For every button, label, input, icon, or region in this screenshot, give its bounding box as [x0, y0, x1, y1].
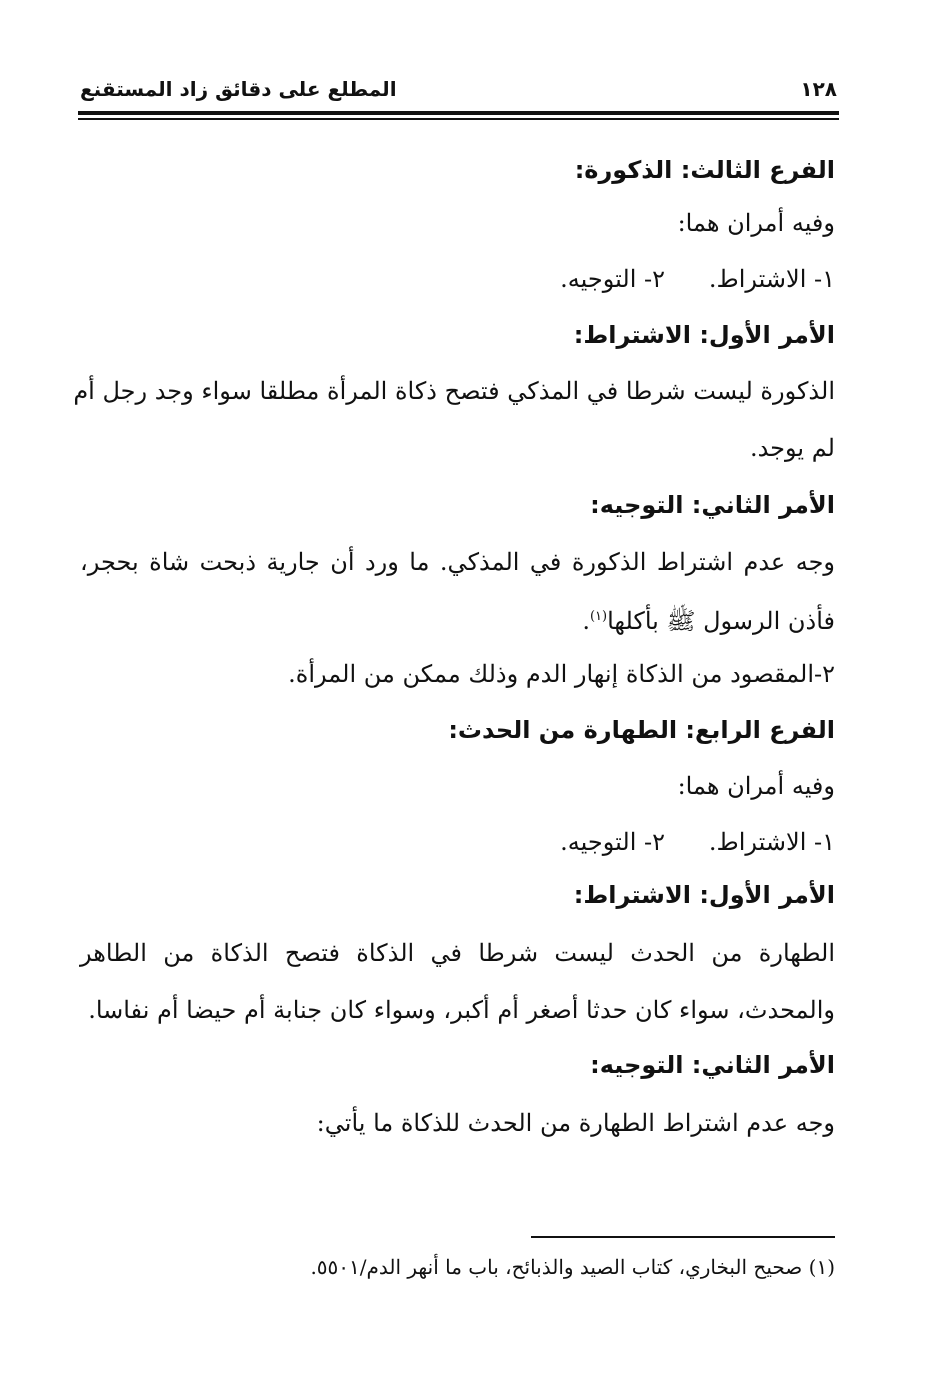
header-rule-thin — [78, 118, 839, 120]
list-item-2: ٢- التوجيه. — [560, 828, 665, 856]
intro-text: وفيه أمران هما: — [677, 209, 835, 237]
list-item-1: ١- الاشتراط. — [708, 265, 835, 293]
paragraph-line: الطهارة من الحدث ليست شرطا في الذكاة فتصح الذكاة من الطاهر — [80, 939, 835, 967]
page-header — [80, 72, 837, 106]
list-row — [80, 825, 835, 859]
paragraph-text: فأذن الرسول ﷺ بأكلها — [607, 607, 835, 635]
paragraph-line: الذكورة ليست شرطا في المذكي فتصح ذكاة المرأة مطلقا سواء وجد رجل أم — [73, 377, 835, 405]
header-rule-thick — [78, 111, 839, 115]
section-heading: الفرع الرابع: الطهارة من الحدث: — [448, 716, 835, 744]
page-number: ١٢٨ — [800, 77, 837, 101]
footnote: (١) صحيح البخاري، كتاب الصيد والذبائح، باب ما أنهر الدم/٥٥٠١. — [310, 1255, 835, 1279]
footnote-separator — [531, 1236, 835, 1238]
footnote-ref: (١) — [589, 609, 608, 624]
subheading: الأمر الأول: الاشتراط: — [573, 321, 835, 349]
paragraph-line: وجه عدم اشتراط الذكورة في المذكي. ما ورد أن جارية ذبحت شاة بحجر، — [80, 548, 835, 576]
paragraph-line: وجه عدم اشتراط الطهارة من الحدث للذكاة ما يأتي: — [316, 1109, 835, 1137]
subheading: الأمر الثاني: التوجيه: — [590, 1051, 835, 1079]
list-row — [80, 262, 835, 296]
book-title: المطلع على دقائق زاد المستقنع — [80, 77, 397, 101]
list-item-1: ١- الاشتراط. — [708, 828, 835, 856]
paragraph-line: ٢-المقصود من الذكاة إنهار الدم وذلك ممكن من المرأة. — [288, 660, 835, 688]
paragraph-line — [80, 600, 835, 638]
subheading: الأمر الثاني: التوجيه: — [590, 491, 835, 519]
section-heading: الفرع الثالث: الذكورة: — [574, 156, 835, 184]
intro-text: وفيه أمران هما: — [677, 772, 835, 800]
list-item-2: ٢- التوجيه. — [560, 265, 665, 293]
paragraph-line: والمحدث، سواء كان حدثا أصغر أم أكبر، وسواء كان جنابة أم حيضا أم نفاسا. — [88, 996, 835, 1024]
subheading: الأمر الأول: الاشتراط: — [573, 881, 835, 909]
paragraph-end: . — [582, 607, 590, 635]
paragraph-line: لم يوجد. — [749, 434, 835, 462]
